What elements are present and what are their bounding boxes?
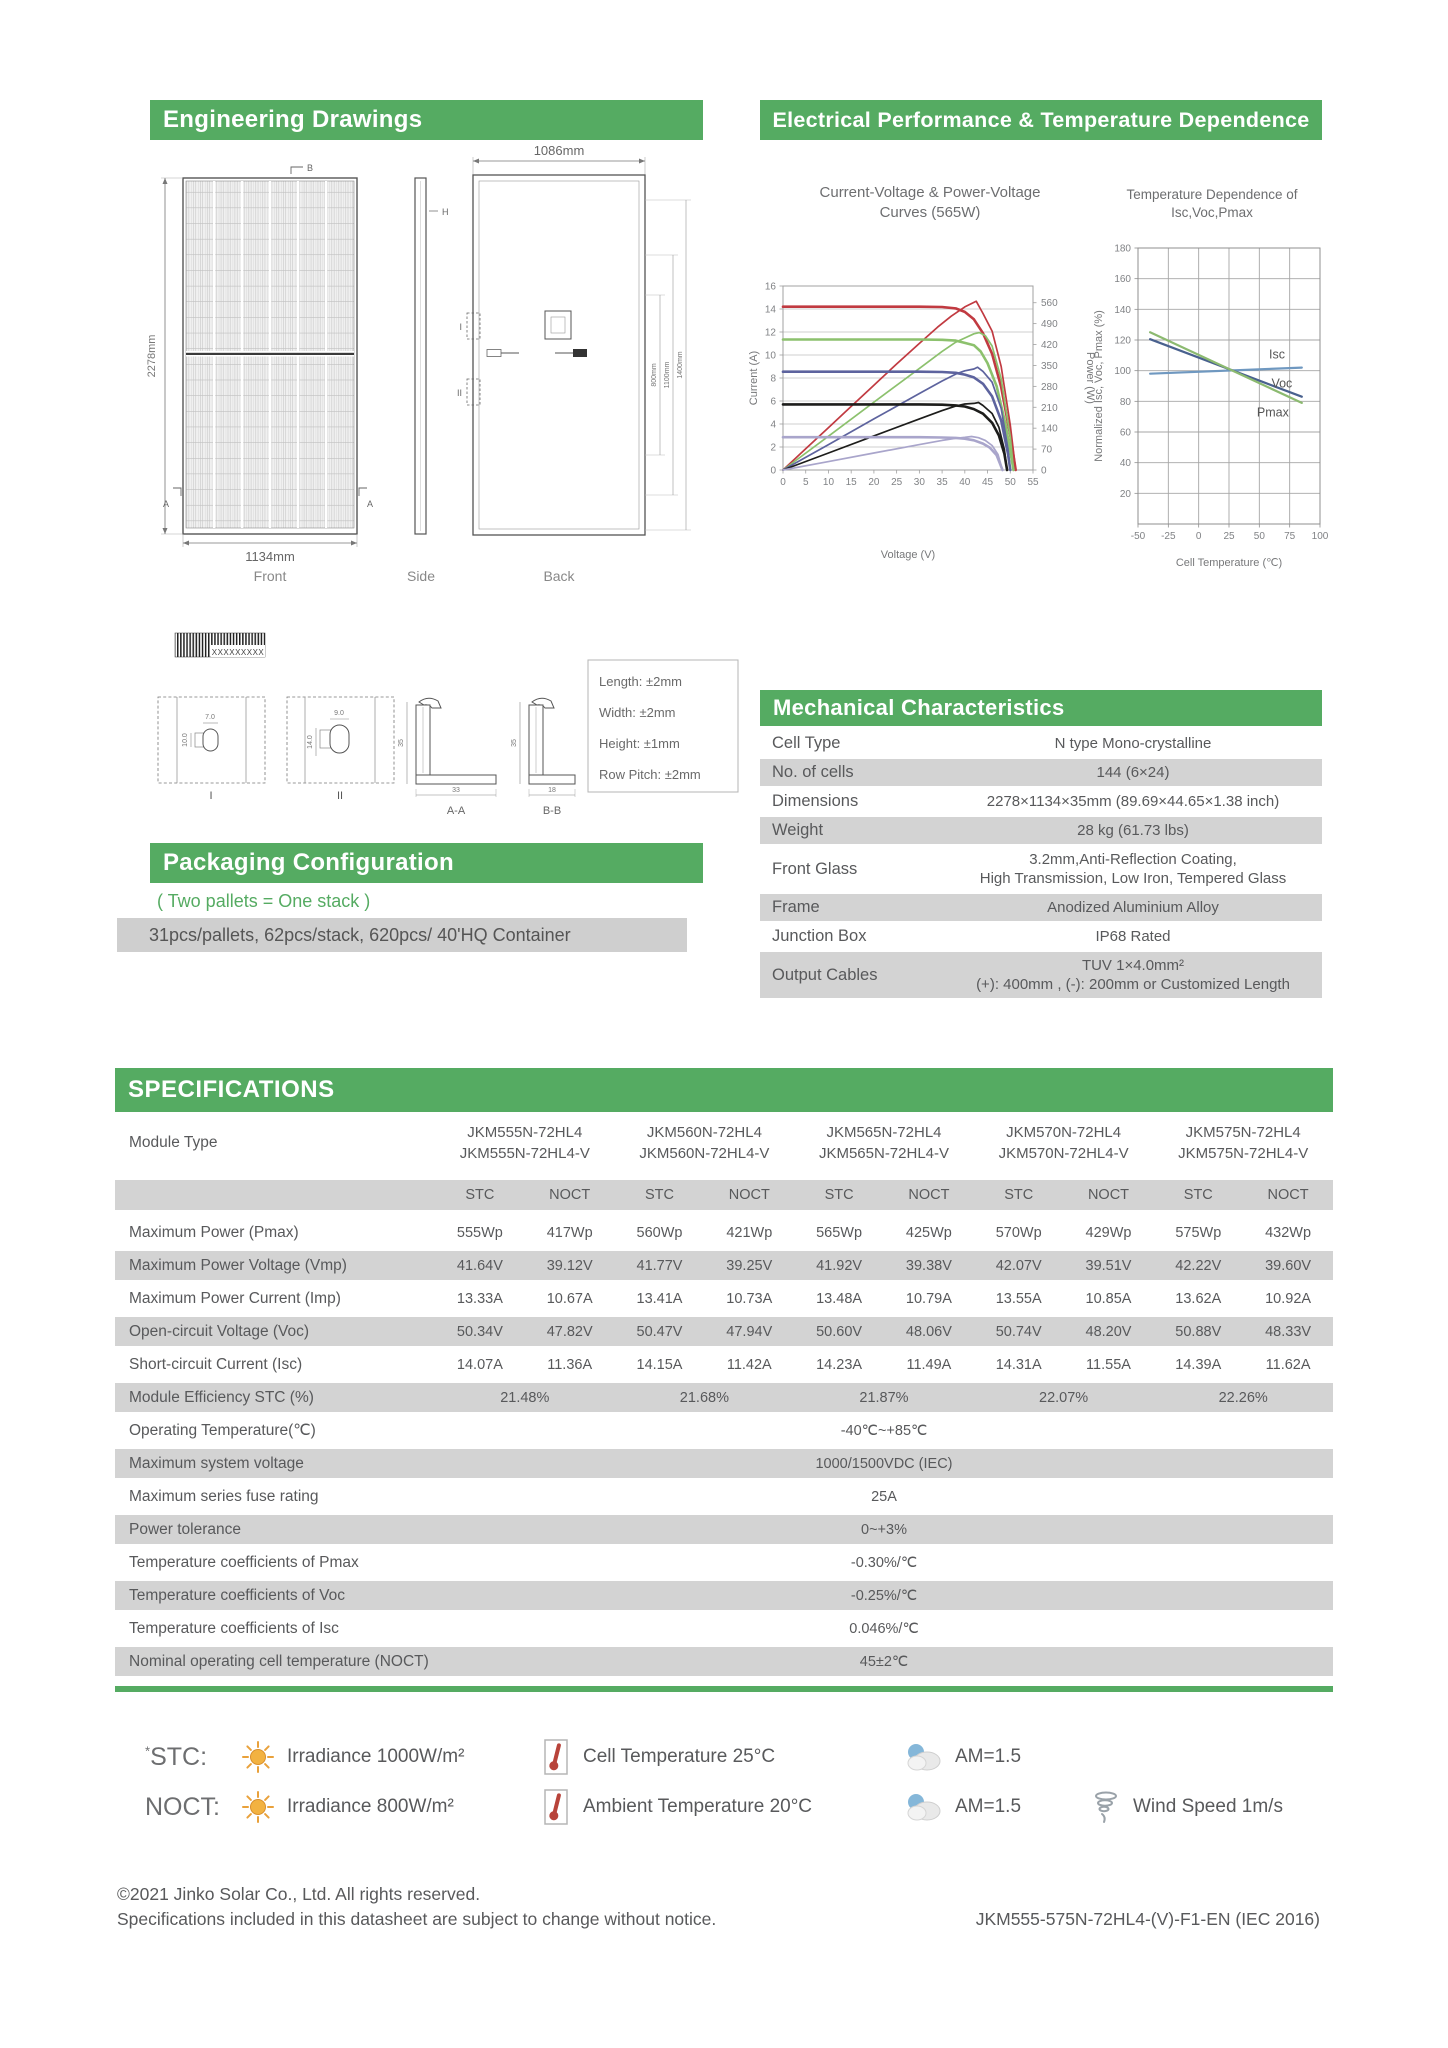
spec-value: 39.60V xyxy=(1265,1257,1312,1274)
legend-item-text: AM=1.5 xyxy=(955,1796,1022,1817)
spec-row xyxy=(115,1581,1333,1610)
series-I-V 1000W/m² xyxy=(783,307,1016,470)
condition-header: STC xyxy=(465,1187,495,1203)
svg-text:0: 0 xyxy=(1041,465,1047,477)
svg-text:Cell Temperature (℃): Cell Temperature (℃) xyxy=(1175,557,1283,569)
spec-value: 50.74V xyxy=(995,1323,1042,1340)
svg-text:8: 8 xyxy=(770,373,776,385)
series-I-V 600W/m² xyxy=(783,372,1010,470)
hole2-height-dim: 14.0 xyxy=(307,735,314,749)
spec-value: 10.85A xyxy=(1085,1290,1132,1307)
side-view-caption: Side xyxy=(406,568,436,584)
svg-text:350: 350 xyxy=(1041,360,1058,372)
condition-header: NOCT xyxy=(1087,1187,1130,1203)
svg-text:5: 5 xyxy=(802,477,809,488)
section-a-a xyxy=(398,698,496,817)
spec-row xyxy=(115,1284,1333,1313)
electrical-performance-title: Electrical Performance & Temperature Dependence xyxy=(772,107,1310,132)
noct-label: NOCT: xyxy=(145,1792,220,1821)
spec-value: 11.36A xyxy=(547,1356,593,1373)
tolerance-row-pitch: Row Pitch: ±2mm xyxy=(599,767,701,782)
spec-value: -0.25%/℃ xyxy=(850,1587,918,1604)
mechanical-row-value: 2278×1134×35mm (89.69×44.65×1.38 inch) xyxy=(986,793,1280,810)
front-height-dim: 2278mm xyxy=(146,334,158,378)
legend-item-thermometer xyxy=(541,1788,903,1826)
spec-value: 22.07% xyxy=(1039,1389,1089,1406)
spec-row xyxy=(115,1515,1333,1544)
svg-text:160: 160 xyxy=(1114,274,1131,286)
disclaimer-line: Specifications included in this datasheet are subject to change without notice. xyxy=(117,1909,717,1929)
spec-value: 41.64V xyxy=(456,1257,503,1274)
spec-row xyxy=(115,1614,1333,1643)
svg-text:Current (A): Current (A) xyxy=(748,350,760,406)
svg-text:40: 40 xyxy=(959,477,971,488)
thermometer-icon xyxy=(541,1738,571,1776)
spec-row-label: Maximum Power Current (Imp) xyxy=(129,1289,341,1307)
section-a-marker-right: A xyxy=(367,499,374,509)
mechanical-row xyxy=(760,923,1322,950)
svg-text:Normalized Isc, Voc, Pmax (%): Normalized Isc, Voc, Pmax (%) xyxy=(1093,310,1105,462)
mechanical-row xyxy=(760,788,1322,815)
svg-text:-50: -50 xyxy=(1130,531,1146,542)
spec-row xyxy=(115,1317,1333,1346)
svg-text:6: 6 xyxy=(770,396,776,408)
wind-icon xyxy=(1091,1789,1121,1825)
section-a-marker-left: A xyxy=(163,499,170,509)
legend-item-sun xyxy=(241,1790,541,1824)
packaging-detail-bar xyxy=(117,918,687,952)
svg-text:140: 140 xyxy=(1041,423,1058,435)
svg-text:0: 0 xyxy=(770,465,776,477)
mechanical-row xyxy=(760,759,1322,786)
mechanical-row-value: IP68 Rated xyxy=(1095,928,1171,945)
barcode xyxy=(175,633,265,657)
temp-chart-title-line1: Temperature Dependence of xyxy=(1126,187,1298,202)
spec-value: 21.68% xyxy=(679,1389,729,1406)
legend-item-text: Wind Speed 1m/s xyxy=(1133,1796,1283,1817)
test-conditions-legend xyxy=(145,1738,1365,1838)
mechanical-row-label: No. of cells xyxy=(772,763,854,781)
legend-item-text: Irradiance 1000W/m² xyxy=(287,1746,465,1767)
packaging-subtitle: ( Two pallets = One stack ) xyxy=(157,891,371,911)
series-P-V 600W/m² xyxy=(783,367,1010,470)
spec-value: 45±2℃ xyxy=(859,1653,909,1670)
spec-value: 14.15A xyxy=(636,1356,683,1373)
spec-module-type-row xyxy=(115,1116,1333,1170)
iv-chart-title xyxy=(765,183,1095,223)
spec-value: 555Wp xyxy=(456,1224,503,1241)
mounting-hole-detail-1 xyxy=(158,697,265,802)
svg-text:15: 15 xyxy=(845,477,857,488)
secA-height-dim: 35 xyxy=(398,739,405,747)
svg-text:12: 12 xyxy=(764,327,776,339)
front-view xyxy=(146,163,373,584)
spec-value: 21.87% xyxy=(859,1389,909,1406)
spec-value: 50.60V xyxy=(816,1323,863,1340)
legend-item-thermometer xyxy=(541,1738,903,1776)
svg-text:75: 75 xyxy=(1284,531,1296,542)
series-I-V 200W/m² xyxy=(783,437,1003,470)
svg-text:4: 4 xyxy=(770,419,776,431)
svg-text:25: 25 xyxy=(1223,531,1235,542)
mechanical-row-label: Cell Type xyxy=(772,734,841,752)
svg-text:80: 80 xyxy=(1119,396,1131,408)
svg-text:35: 35 xyxy=(936,477,948,488)
condition-header: NOCT xyxy=(1267,1187,1309,1203)
mechanical-row-value: TUV 1×4.0mm² (+): 400mm , (-): 200mm or Customized Length xyxy=(976,957,1290,993)
iv-chart-title-line2: Curves (565W) xyxy=(879,204,981,221)
temp-chart-title xyxy=(1098,186,1326,222)
mechanical-row-label: Front Glass xyxy=(772,859,858,878)
legend-item-text: Ambient Temperature 20°C xyxy=(583,1796,813,1817)
svg-text:560: 560 xyxy=(1041,298,1058,310)
spec-row-label: Temperature coefficients of Voc xyxy=(129,1586,345,1604)
spec-value: 14.23A xyxy=(816,1356,863,1373)
spec-value: 1000/1500VDC (IEC) xyxy=(815,1455,953,1472)
spec-row-label: Maximum Power Voltage (Vmp) xyxy=(129,1256,347,1274)
spec-value: 570Wp xyxy=(995,1224,1042,1241)
mechanical-row xyxy=(760,952,1322,998)
spec-module-type-label: Module Type xyxy=(129,1134,218,1151)
svg-text:10: 10 xyxy=(764,350,776,362)
svg-text:50: 50 xyxy=(1253,531,1265,542)
mechanical-row xyxy=(760,894,1322,921)
back-width-dim: 1086mm xyxy=(533,145,585,158)
svg-text:Power (W): Power (W) xyxy=(1084,352,1096,404)
secB-caption: B-B xyxy=(542,805,562,817)
side-view xyxy=(407,178,449,584)
mechanical-row xyxy=(760,846,1322,892)
engineering-drawings-header xyxy=(150,100,703,140)
svg-text:16: 16 xyxy=(764,281,776,293)
mechanical-table xyxy=(760,730,1322,1000)
svg-text:45: 45 xyxy=(981,477,994,488)
spec-value: 39.51V xyxy=(1085,1257,1132,1274)
mechanical-row xyxy=(760,817,1322,844)
svg-text:140: 140 xyxy=(1114,304,1131,316)
spec-value: 429Wp xyxy=(1085,1224,1132,1241)
spec-value: -0.30%/℃ xyxy=(850,1554,918,1571)
electrical-performance-header xyxy=(760,100,1322,140)
spec-value: 50.47V xyxy=(636,1323,683,1340)
mechanical-row-value: N type Mono-crystalline xyxy=(1054,735,1212,752)
spec-value: 50.88V xyxy=(1175,1323,1222,1340)
spec-row-label: Module Efficiency STC (%) xyxy=(129,1388,314,1406)
spec-value: 11.49A xyxy=(906,1356,952,1373)
document-code: JKM555-575N-72HL4-(V)-F1-EN (IEC 2016) xyxy=(975,1909,1320,1929)
spec-value: 14.31A xyxy=(995,1356,1042,1373)
spec-value: 560Wp xyxy=(636,1224,683,1241)
spec-row-label: Maximum series fuse rating xyxy=(129,1487,319,1505)
series-P-V 200W/m² xyxy=(783,437,1003,471)
spec-row xyxy=(115,1416,1333,1445)
svg-text:30: 30 xyxy=(913,477,925,488)
cloud-icon xyxy=(903,1792,943,1822)
spec-row-label: Short-circuit Current (Isc) xyxy=(129,1355,303,1373)
spec-value: 48.33V xyxy=(1265,1323,1312,1340)
copyright-line: ©2021 Jinko Solar Co., Ltd. All rights reserved. xyxy=(117,1884,481,1904)
specifications-underline xyxy=(115,1686,1333,1692)
mechanical-characteristics-header xyxy=(760,690,1322,726)
spec-value: 41.92V xyxy=(816,1257,863,1274)
spec-value: 47.94V xyxy=(726,1323,773,1340)
packaging-detail: 31pcs/pallets, 62pcs/stack, 620pcs/ 40'HQ Container xyxy=(149,924,571,945)
front-view-caption: Front xyxy=(253,568,287,584)
spec-value: 21.48% xyxy=(500,1389,550,1406)
back-dim-1400: 1400mm xyxy=(677,351,684,379)
sun-icon xyxy=(241,1790,275,1824)
mechanical-characteristics-title: Mechanical Characteristics xyxy=(773,695,1065,720)
spec-value: 10.79A xyxy=(905,1290,952,1307)
noct-legend-row xyxy=(145,1788,1365,1826)
packaging-configuration-header xyxy=(150,843,703,883)
condition-header: NOCT xyxy=(908,1187,950,1203)
svg-text:Voc: Voc xyxy=(1271,376,1293,391)
spec-value: 50.34V xyxy=(456,1323,503,1340)
svg-text:10: 10 xyxy=(822,477,835,488)
module-type: JKM575N-72HL4 JKM575N-72HL4-V xyxy=(1178,1124,1309,1162)
spec-row xyxy=(115,1218,1333,1247)
svg-text:20: 20 xyxy=(868,477,880,488)
spec-value: 41.77V xyxy=(636,1257,683,1274)
spec-value: 42.22V xyxy=(1175,1257,1222,1274)
spec-value: 39.25V xyxy=(726,1257,773,1274)
spec-row xyxy=(115,1251,1333,1280)
spec-value: -40℃~+85℃ xyxy=(840,1422,928,1439)
engineering-drawings-title: Engineering Drawings xyxy=(163,106,423,133)
sun-icon xyxy=(241,1740,275,1774)
packaging-configuration-title: Packaging Configuration xyxy=(163,849,454,876)
legend-item-text: AM=1.5 xyxy=(955,1746,1022,1767)
mounting-hole-2-marker: II xyxy=(456,388,462,398)
tolerance-length: Length: ±2mm xyxy=(599,674,683,689)
engineering-drawings-figure xyxy=(115,145,745,835)
spec-row-label: Maximum Power (Pmax) xyxy=(129,1223,299,1241)
mechanical-row-label: Dimensions xyxy=(772,792,859,810)
svg-text:280: 280 xyxy=(1041,381,1058,393)
svg-text:40: 40 xyxy=(1119,458,1131,470)
legend-item-cloud xyxy=(903,1742,1091,1772)
spec-value: 11.62A xyxy=(1265,1356,1311,1373)
mechanical-row-label: Output Cables xyxy=(772,965,878,984)
secB-width-dim: 18 xyxy=(548,787,556,794)
condition-header: NOCT xyxy=(549,1187,591,1203)
specifications-table xyxy=(115,1116,1333,1680)
hole1-width-dim: 7.0 xyxy=(205,714,215,721)
module-type: JKM565N-72HL4 JKM565N-72HL4-V xyxy=(818,1124,950,1162)
spec-row-label: Temperature coefficients of Pmax xyxy=(129,1553,359,1571)
stc-label: *STC: xyxy=(145,1742,208,1771)
spec-value: 417Wp xyxy=(546,1224,593,1241)
svg-text:100: 100 xyxy=(1114,366,1131,378)
spec-value: 14.07A xyxy=(456,1356,503,1373)
spec-row-label: Power tolerance xyxy=(129,1520,242,1538)
spec-row xyxy=(115,1383,1333,1412)
mechanical-row-value: Anodized Aluminium Alloy xyxy=(1047,899,1219,916)
svg-text:-25: -25 xyxy=(1161,531,1176,542)
thermometer-icon xyxy=(541,1788,571,1826)
legend-item-sun xyxy=(241,1740,541,1774)
spec-value: 13.55A xyxy=(995,1290,1042,1307)
svg-text:490: 490 xyxy=(1041,319,1058,331)
spec-row-label: Nominal operating cell temperature (NOCT) xyxy=(129,1652,429,1670)
spec-value: 425Wp xyxy=(905,1224,952,1241)
mechanical-row-value: 28 kg (61.73 lbs) xyxy=(1077,822,1189,839)
spec-value: 421Wp xyxy=(726,1224,773,1241)
svg-text:Isc: Isc xyxy=(1269,347,1286,362)
iv-pv-curves-chart xyxy=(745,228,1097,573)
spec-condition-header-row xyxy=(115,1180,1333,1210)
spec-value: 39.38V xyxy=(905,1257,952,1274)
iv-chart-title-line1: Current-Voltage & Power-Voltage xyxy=(819,184,1041,201)
spec-value: 11.42A xyxy=(726,1356,772,1373)
legend-item-text: Cell Temperature 25°C xyxy=(583,1746,776,1767)
svg-text:0: 0 xyxy=(780,477,786,488)
secA-width-dim: 33 xyxy=(452,787,460,794)
spec-row xyxy=(115,1647,1333,1676)
svg-text:50: 50 xyxy=(1004,477,1016,488)
junction-box xyxy=(545,311,571,339)
mounting-hole-1-marker: I xyxy=(459,322,462,332)
spec-value: 42.07V xyxy=(995,1257,1042,1274)
spec-value: 22.26% xyxy=(1218,1389,1268,1406)
svg-text:25: 25 xyxy=(891,477,903,488)
svg-text:60: 60 xyxy=(1119,427,1131,439)
mechanical-row-label: Frame xyxy=(772,898,820,916)
spec-row xyxy=(115,1350,1333,1379)
spec-value: 432Wp xyxy=(1265,1224,1312,1241)
spec-value: 10.92A xyxy=(1265,1290,1312,1307)
section-b-marker: B xyxy=(307,163,314,173)
svg-text:Pmax: Pmax xyxy=(1256,405,1289,420)
spec-value: 0~+3% xyxy=(861,1521,907,1538)
secA-caption: A-A xyxy=(446,805,466,817)
hole1-height-dim: 10.0 xyxy=(182,733,189,747)
cloud-icon xyxy=(903,1742,943,1772)
condition-header: STC xyxy=(1183,1187,1213,1203)
spec-value: 13.48A xyxy=(816,1290,863,1307)
svg-text:210: 210 xyxy=(1041,402,1058,414)
mechanical-row-label: Junction Box xyxy=(772,927,867,945)
back-view-caption: Back xyxy=(543,568,575,584)
spec-value: 39.12V xyxy=(546,1257,593,1274)
tolerance-width: Width: ±2mm xyxy=(599,705,676,720)
condition-header: NOCT xyxy=(728,1187,770,1203)
tolerance-box xyxy=(588,660,738,792)
spec-value: 13.41A xyxy=(636,1290,683,1307)
module-type: JKM560N-72HL4 JKM560N-72HL4-V xyxy=(639,1124,770,1162)
legend-item-wind xyxy=(1091,1789,1283,1825)
specifications-title: SPECIFICATIONS xyxy=(128,1076,335,1103)
svg-text:20: 20 xyxy=(1119,488,1131,500)
spec-value: 11.55A xyxy=(1086,1356,1131,1373)
mechanical-row-value: 144 (6×24) xyxy=(1096,764,1170,781)
stc-legend-row xyxy=(145,1738,1365,1776)
module-type: JKM555N-72HL4 JKM555N-72HL4-V xyxy=(459,1124,590,1162)
svg-text:55: 55 xyxy=(1027,477,1039,488)
spec-value: 48.06V xyxy=(905,1323,952,1340)
tolerance-height: Height: ±1mm xyxy=(599,736,680,751)
svg-text:0: 0 xyxy=(1195,531,1202,542)
spec-value: 25A xyxy=(871,1488,897,1505)
secB-height-dim: 35 xyxy=(511,739,518,747)
condition-header: STC xyxy=(644,1187,674,1203)
back-view xyxy=(457,145,691,584)
svg-text:14: 14 xyxy=(764,304,776,316)
spec-value: 565Wp xyxy=(816,1224,863,1241)
legend-item-cloud xyxy=(903,1792,1091,1822)
spec-value: 10.67A xyxy=(546,1290,593,1307)
barcode-text: XXXXXXXXX xyxy=(211,648,265,657)
spec-value: 48.20V xyxy=(1085,1323,1132,1340)
hole2-caption: II xyxy=(336,790,344,802)
spec-value: 13.33A xyxy=(456,1290,503,1307)
side-thickness-marker: H xyxy=(442,207,449,217)
svg-text:100: 100 xyxy=(1311,531,1329,542)
spec-row-label: Temperature coefficients of Isc xyxy=(129,1619,339,1637)
spec-row xyxy=(115,1482,1333,1511)
svg-text:420: 420 xyxy=(1041,340,1058,352)
mounting-hole-detail-2 xyxy=(287,697,394,802)
front-width-dim: 1134mm xyxy=(245,549,295,564)
temperature-dependence-chart xyxy=(1092,228,1332,580)
spec-value: 47.82V xyxy=(546,1323,593,1340)
spec-row-label: Open-circuit Voltage (Voc) xyxy=(129,1322,310,1340)
svg-text:2: 2 xyxy=(770,442,776,454)
spec-value: 0.046%/℃ xyxy=(849,1620,919,1637)
mechanical-row xyxy=(760,730,1322,757)
svg-text:70: 70 xyxy=(1041,444,1053,456)
svg-text:120: 120 xyxy=(1114,335,1131,347)
mechanical-row-value: 3.2mm,Anti-Reflection Coating, High Transmission, Low Iron, Tempered Glass xyxy=(979,851,1287,887)
legend-item-text: Irradiance 800W/m² xyxy=(287,1796,454,1817)
spec-value: 575Wp xyxy=(1175,1224,1222,1241)
module-type: JKM570N-72HL4 JKM570N-72HL4-V xyxy=(998,1124,1129,1162)
back-dim-1100: 1100mm xyxy=(664,361,671,389)
condition-header: STC xyxy=(824,1187,854,1203)
temp-chart-title-line2: Isc,Voc,Pmax xyxy=(1171,205,1253,220)
spec-row-label: Operating Temperature(℃) xyxy=(129,1422,316,1439)
specifications-header xyxy=(115,1068,1333,1112)
hole2-width-dim: 9.0 xyxy=(334,710,344,717)
spec-row xyxy=(115,1548,1333,1577)
mechanical-row-label: Weight xyxy=(772,821,824,839)
svg-text:180: 180 xyxy=(1114,243,1131,255)
section-b-b xyxy=(511,698,575,817)
spec-value: 14.39A xyxy=(1175,1356,1222,1373)
condition-header: STC xyxy=(1004,1187,1034,1203)
spec-row xyxy=(115,1449,1333,1478)
spec-value: 10.73A xyxy=(726,1290,773,1307)
hole1-caption: I xyxy=(209,790,213,802)
back-dim-800: 800mm xyxy=(651,363,658,387)
spec-value: 13.62A xyxy=(1175,1290,1222,1307)
svg-text:Voltage (V): Voltage (V) xyxy=(880,549,936,561)
spec-row-label: Maximum system voltage xyxy=(129,1454,304,1472)
